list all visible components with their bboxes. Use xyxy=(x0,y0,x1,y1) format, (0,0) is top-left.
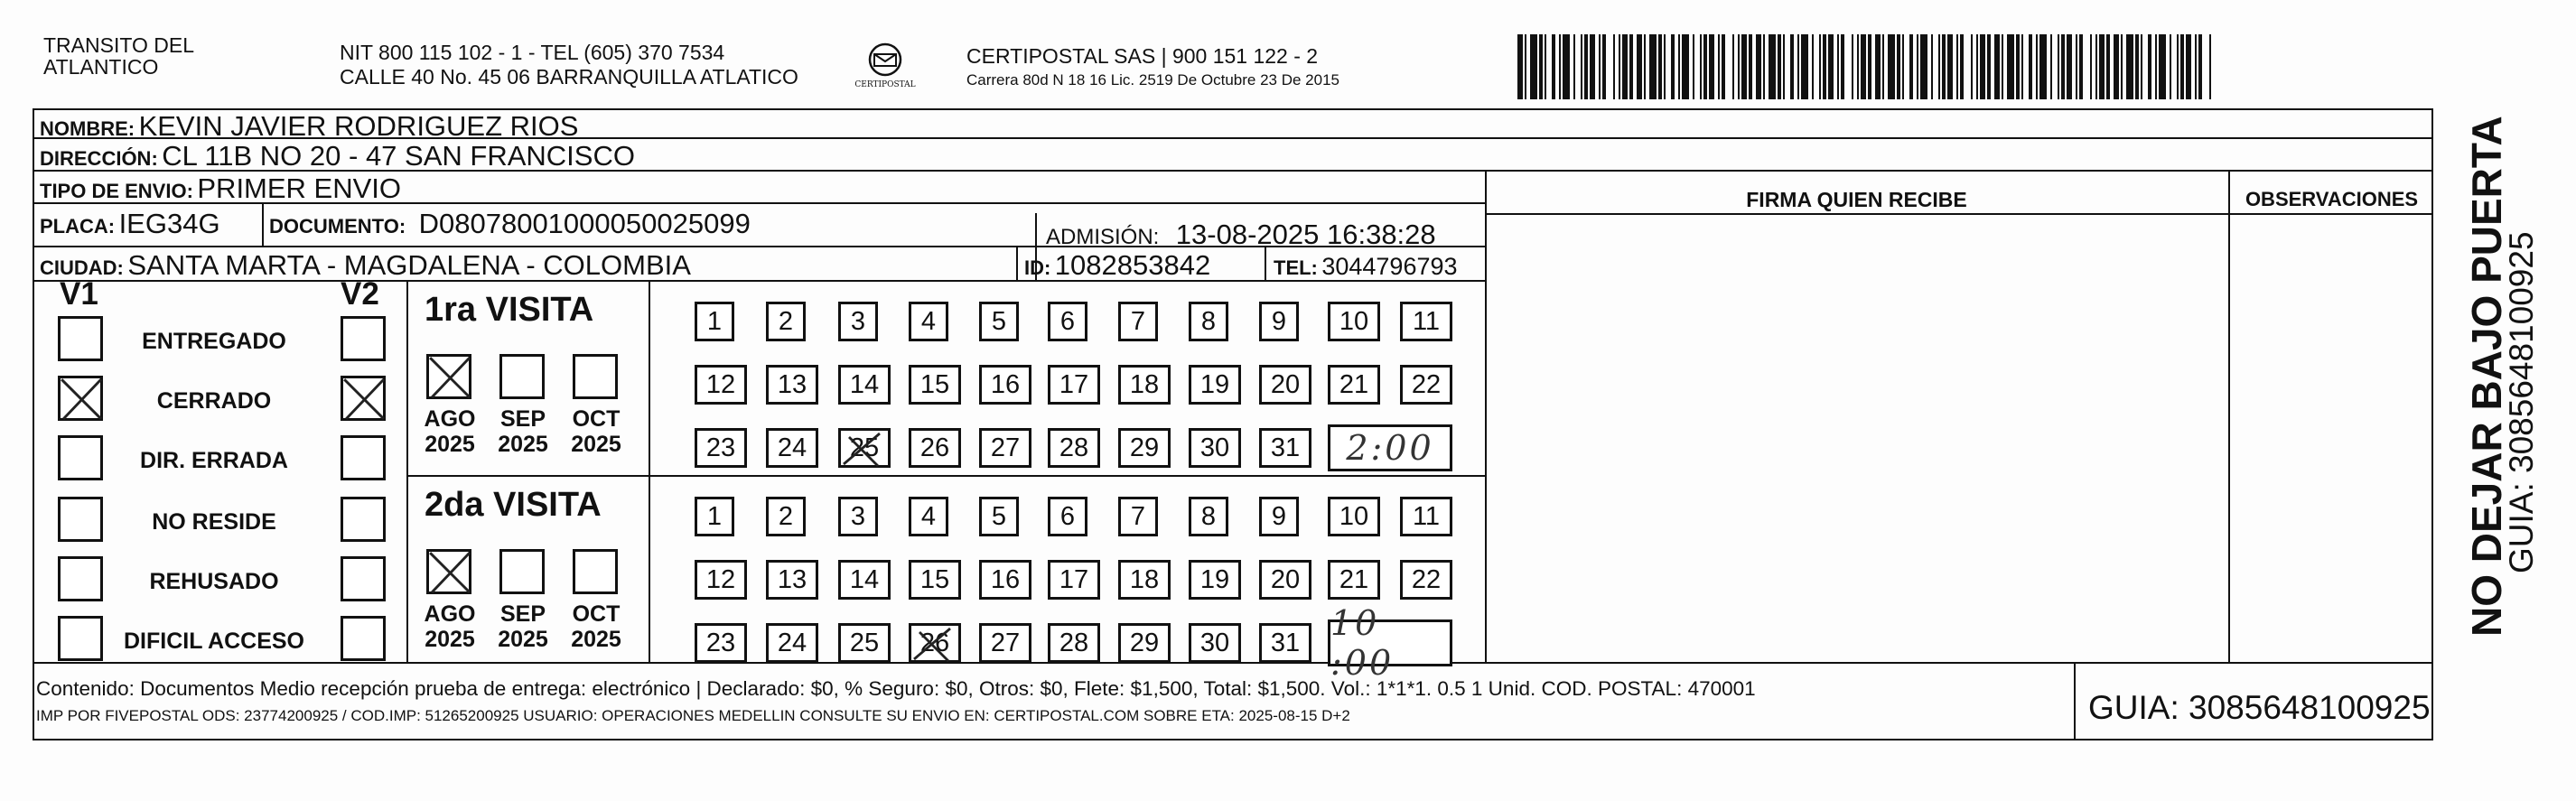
month-checkbox[interactable] xyxy=(426,549,471,594)
status-label: NO RESIDE xyxy=(152,509,276,535)
day-box[interactable]: 15 xyxy=(909,560,961,600)
month-checkbox[interactable] xyxy=(426,354,471,399)
day-box[interactable]: 24 xyxy=(766,623,818,663)
month-checkbox[interactable] xyxy=(499,549,545,594)
day-box[interactable]: 26 xyxy=(909,428,961,468)
day-box[interactable]: 31 xyxy=(1259,428,1311,468)
id-row xyxy=(1024,251,1210,279)
status-label: DIFICIL ACCESO xyxy=(123,629,304,654)
day-box[interactable]: 22 xyxy=(1400,560,1452,600)
day-box[interactable]: 28 xyxy=(1048,623,1100,663)
v2-checkbox[interactable] xyxy=(341,435,386,480)
day-box[interactable]: 14 xyxy=(838,365,891,405)
day-box[interactable]: 6 xyxy=(1048,497,1087,536)
day-box[interactable]: 17 xyxy=(1048,560,1100,600)
tipo-envio-row xyxy=(40,174,401,202)
tel-value: 3044796793 xyxy=(1321,253,1458,280)
admision-value: 13-08-2025 16:38:28 xyxy=(1175,219,1436,250)
month-name: SEP xyxy=(499,406,546,432)
day-box[interactable]: 7 xyxy=(1118,302,1158,341)
month-label xyxy=(567,406,625,457)
logo-wordmark: CERTIPOSTAL xyxy=(854,80,916,89)
day-box[interactable]: 24 xyxy=(766,428,818,468)
day-box[interactable]: 21 xyxy=(1328,560,1380,600)
v2-checkbox[interactable] xyxy=(341,316,386,361)
month-label xyxy=(567,601,625,652)
admision-label: ADMISIÓN: xyxy=(1046,225,1160,249)
day-box[interactable]: 9 xyxy=(1259,497,1299,536)
id-value: 1082853842 xyxy=(1054,249,1211,281)
day-box[interactable]: 11 xyxy=(1400,302,1452,341)
day-box[interactable]: 18 xyxy=(1118,560,1171,600)
day-box[interactable]: 27 xyxy=(979,428,1031,468)
company-line: CERTIPOSTAL SAS | 900 151 122 - 2 xyxy=(966,44,1319,68)
day-box[interactable]: 16 xyxy=(979,560,1031,600)
nombre-row xyxy=(40,112,578,140)
status-label: REHUSADO xyxy=(149,569,279,594)
day-box[interactable]: 10 xyxy=(1328,302,1380,341)
issuer-nit: NIT 800 115 102 - 1 - TEL (605) 370 7534 xyxy=(340,41,725,64)
visit-time[interactable]: 2:00 xyxy=(1328,424,1452,471)
day-box[interactable]: 25 xyxy=(838,623,891,663)
day-box[interactable]: 4 xyxy=(909,302,948,341)
day-box[interactable]: 29 xyxy=(1118,623,1171,663)
day-box[interactable]: 8 xyxy=(1189,302,1228,341)
footer-imp-line: IMP POR FIVEPOSTAL ODS: 23774200925 / COD.IMP: 51265200925 USUARIO: OPERACIONES MEDELLIN CONSULTE SU ENVIO EN: CERTIPOSTAL.COM SOBRE ETA: 2025-08-15 D+2 xyxy=(36,707,1350,724)
id-label: ID: xyxy=(1024,256,1051,279)
month-label xyxy=(494,406,552,457)
v2-label: V2 xyxy=(341,276,379,312)
month-label xyxy=(421,406,479,457)
day-box[interactable]: 20 xyxy=(1259,365,1311,405)
placa-label: PLACA: xyxy=(40,215,116,238)
guia-vertical: GUIA: 3085648100925 xyxy=(2503,231,2540,573)
firma-area[interactable] xyxy=(1487,215,2227,661)
day-box[interactable]: 5 xyxy=(979,302,1019,341)
issuer-line1: TRANSITO DEL xyxy=(43,33,194,57)
month-year: 2025 xyxy=(571,627,621,652)
day-box[interactable]: 1 xyxy=(695,497,734,536)
documento-label: DOCUMENTO: xyxy=(269,215,406,238)
ciudad-value: SANTA MARTA - MAGDALENA - COLOMBIA xyxy=(127,249,691,281)
day-box[interactable]: 9 xyxy=(1259,302,1299,341)
day-box[interactable]: 31 xyxy=(1259,623,1311,663)
visit-time[interactable]: 10 :00 xyxy=(1328,619,1452,666)
admision-row xyxy=(1046,220,1436,248)
day-box[interactable]: 28 xyxy=(1048,428,1100,468)
month-year: 2025 xyxy=(425,627,475,652)
v2-checkbox[interactable] xyxy=(341,497,386,542)
day-box[interactable]: 2 xyxy=(766,302,806,341)
direccion-value: CL 11B NO 20 - 47 SAN FRANCISCO xyxy=(162,140,635,172)
day-box[interactable]: 17 xyxy=(1048,365,1100,405)
placa-value: IEG34G xyxy=(118,208,220,239)
day-box[interactable]: 22 xyxy=(1400,365,1452,405)
tel-label: TEL: xyxy=(1274,256,1318,279)
issuer-name xyxy=(43,34,194,78)
shipment-barcode xyxy=(1517,34,2213,99)
month-year: 2025 xyxy=(498,627,548,652)
day-box[interactable]: 5 xyxy=(979,497,1019,536)
day-box[interactable]: 29 xyxy=(1118,428,1171,468)
month-name: AGO xyxy=(424,406,476,432)
issuer-address: CALLE 40 No. 45 06 BARRANQUILLA ATLATICO xyxy=(340,65,798,88)
day-box[interactable]: 23 xyxy=(695,623,747,663)
no-dejar-bajo-puerta: NO DEJAR BAJO PUERTA xyxy=(2463,116,2510,637)
day-box[interactable]: 3 xyxy=(838,302,878,341)
day-box[interactable]: 4 xyxy=(909,497,948,536)
day-box[interactable]: 1 xyxy=(695,302,734,341)
day-box[interactable]: 30 xyxy=(1189,623,1241,663)
status-label: ENTREGADO xyxy=(142,329,286,354)
nombre-value: KEVIN JAVIER RODRIGUEZ RIOS xyxy=(138,110,579,142)
direccion-label: DIRECCIÓN: xyxy=(40,147,158,170)
documento-row xyxy=(269,210,751,238)
month-checkbox[interactable] xyxy=(499,354,545,399)
observaciones-label: OBSERVACIONES xyxy=(2245,188,2419,210)
issuer-line2: ATLANTICO xyxy=(43,55,159,79)
month-year: 2025 xyxy=(498,432,548,457)
tipo-envio-value: PRIMER ENVIO xyxy=(197,172,402,204)
nombre-label: NOMBRE: xyxy=(40,117,135,140)
day-box[interactable]: 12 xyxy=(695,365,747,405)
placa-row xyxy=(40,210,220,238)
day-box[interactable]: 19 xyxy=(1189,365,1241,405)
observaciones-area[interactable] xyxy=(2230,215,2432,661)
certipostal-logo xyxy=(847,42,923,98)
visit-title: 1ra VISITA xyxy=(425,291,594,329)
visit-title: 2da VISITA xyxy=(425,486,602,524)
day-box[interactable]: 6 xyxy=(1048,302,1087,341)
month-year: 2025 xyxy=(425,432,475,457)
day-box[interactable]: 15 xyxy=(909,365,961,405)
day-box[interactable]: 8 xyxy=(1189,497,1228,536)
documento-value: D08078001000050025099 xyxy=(418,208,751,239)
v2-checkbox[interactable] xyxy=(341,616,386,661)
day-box[interactable]: 11 xyxy=(1400,497,1452,536)
day-box[interactable]: 30 xyxy=(1189,428,1241,468)
month-name: AGO xyxy=(424,601,476,627)
month-checkbox[interactable] xyxy=(573,549,618,594)
day-box[interactable]: 27 xyxy=(979,623,1031,663)
month-name: OCT xyxy=(572,601,621,627)
day-box[interactable]: 2 xyxy=(766,497,806,536)
month-label xyxy=(494,601,552,652)
v1-label: V1 xyxy=(60,276,98,312)
day-box[interactable]: 12 xyxy=(695,560,747,600)
day-box[interactable]: 19 xyxy=(1189,560,1241,600)
status-label: DIR. ERRADA xyxy=(140,448,288,473)
day-box[interactable]: 14 xyxy=(838,560,891,600)
day-box[interactable]: 13 xyxy=(766,560,818,600)
day-box[interactable]: 16 xyxy=(979,365,1031,405)
footer-guia: GUIA: 3085648100925 xyxy=(2088,689,2431,726)
month-name: OCT xyxy=(572,406,621,432)
month-label xyxy=(421,601,479,652)
month-year: 2025 xyxy=(571,432,621,457)
day-box[interactable]: 7 xyxy=(1118,497,1158,536)
month-name: SEP xyxy=(499,601,546,627)
day-box[interactable]: 10 xyxy=(1328,497,1380,536)
day-box[interactable]: 25 xyxy=(838,428,891,468)
day-box[interactable]: 13 xyxy=(766,365,818,405)
day-box[interactable]: 21 xyxy=(1328,365,1380,405)
ciudad-row xyxy=(40,251,691,279)
v2-checkbox[interactable] xyxy=(341,376,386,421)
ciudad-label: CIUDAD: xyxy=(40,256,124,279)
firma-quien-recibe-label: FIRMA QUIEN RECIBE xyxy=(1746,188,1967,211)
day-box[interactable]: 20 xyxy=(1259,560,1311,600)
month-checkbox[interactable] xyxy=(573,354,618,399)
day-box[interactable]: 3 xyxy=(838,497,878,536)
footer-contenido: Contenido: Documentos Medio recepción prueba de entrega: electrónico | Declarado: $0, % Seguro: $0, Otros: $0, Flete: $1,500, Total: $1,500. Vol.: 1*1*1. 0.5 1 Unid. COD. POSTAL: 470001 xyxy=(36,677,1756,700)
direccion-row xyxy=(40,142,635,170)
day-box[interactable]: 23 xyxy=(695,428,747,468)
day-box[interactable]: 26 xyxy=(909,623,961,663)
v2-checkbox[interactable] xyxy=(341,556,386,601)
status-label: CERRADO xyxy=(156,388,272,414)
tel-row xyxy=(1274,255,1458,279)
day-box[interactable]: 18 xyxy=(1118,365,1171,405)
license-line: Carrera 80d N 18 16 Lic. 2519 De Octubre 23 De 2015 xyxy=(966,71,1339,88)
tipo-envio-label: TIPO DE ENVIO: xyxy=(40,180,193,202)
